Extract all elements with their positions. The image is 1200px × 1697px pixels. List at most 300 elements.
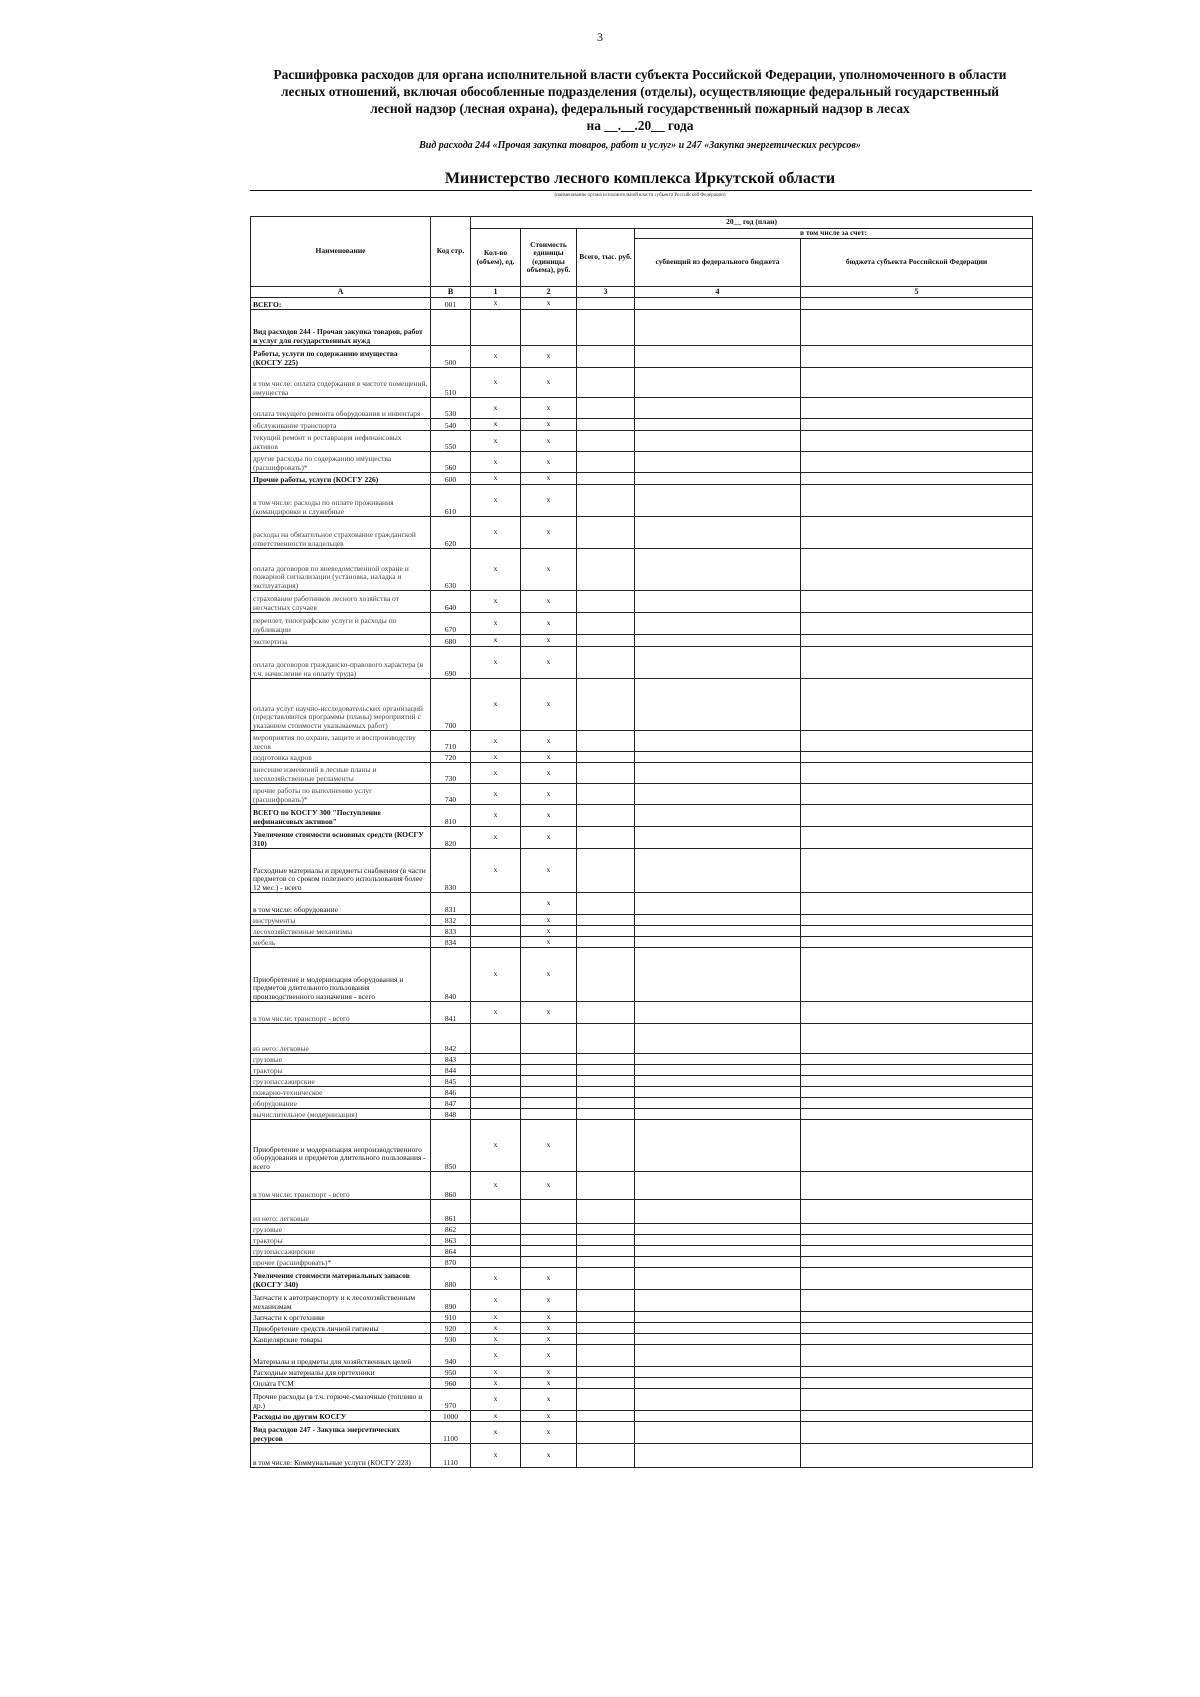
row-regional [801,1268,1033,1290]
header-federal: субвенций из федерального бюджета [635,239,801,287]
row-federal [635,1098,801,1109]
row-name: Оплата ГСМ [251,1378,431,1389]
date-line: на __.__.20__ года [586,118,694,133]
row-code: 834 [431,937,471,948]
row-federal [635,948,801,1002]
row-regional [801,784,1033,805]
row-unit-cost [521,1024,577,1054]
row-code: 930 [431,1334,471,1345]
row-name: ВСЕГО: [251,298,431,310]
row-code: 720 [431,752,471,763]
row-total [577,827,635,849]
row-qty: x [471,1422,521,1444]
row-name: обслуживание транспорта [251,419,431,431]
row-total [577,310,635,346]
row-unit-cost: x [521,452,577,473]
row-regional [801,647,1033,679]
row-federal [635,1389,801,1411]
row-code: 841 [431,1002,471,1024]
row-code: 940 [431,1345,471,1367]
row-code: 844 [431,1065,471,1076]
row-name: мебель [251,937,431,948]
row-name: грузовые [251,1054,431,1065]
row-qty: x [471,1345,521,1367]
row-federal [635,549,801,591]
row-name: грузопассажирские [251,1246,431,1257]
table-row [251,1268,1033,1290]
row-federal [635,485,801,517]
table-row [251,613,1033,635]
row-code: 1100 [431,1422,471,1444]
row-name: инструменты [251,915,431,926]
row-unit-cost: x [521,915,577,926]
table-row [251,731,1033,752]
row-unit-cost: x [521,1120,577,1172]
row-total [577,731,635,752]
row-qty: x [471,763,521,784]
table-row [251,948,1033,1002]
row-total [577,805,635,827]
row-code: 540 [431,419,471,431]
row-code: 863 [431,1235,471,1246]
table-row [251,1345,1033,1367]
table-row [251,419,1033,431]
row-unit-cost: x [521,485,577,517]
row-unit-cost: x [521,419,577,431]
row-name: прочее (расшифровать)* [251,1257,431,1268]
row-federal [635,1422,801,1444]
row-name: Работы, услуги по содержанию имущества (КОСГУ 225) [251,346,431,368]
row-unit-cost: x [521,784,577,805]
row-code: 1000 [431,1411,471,1422]
row-total [577,1200,635,1224]
row-unit-cost: x [521,1422,577,1444]
row-regional [801,1200,1033,1224]
column-letter: А [251,287,431,298]
row-regional [801,431,1033,452]
row-total [577,298,635,310]
row-regional [801,1312,1033,1323]
row-federal [635,1290,801,1312]
row-name: Прочие расходы (в т.ч. горюче-смазочные (топливо и др.) [251,1389,431,1411]
row-total [577,1235,635,1246]
row-qty: x [471,452,521,473]
row-regional [801,346,1033,368]
row-federal [635,635,801,647]
row-unit-cost: x [521,647,577,679]
row-federal [635,784,801,805]
row-qty: x [471,485,521,517]
row-total [577,849,635,893]
row-code: 830 [431,849,471,893]
row-total [577,398,635,419]
header-qty: Кол-во (объем), ед. [471,229,521,287]
row-code: 560 [431,452,471,473]
table-row [251,485,1033,517]
row-name: из него: легковые [251,1024,431,1054]
row-total [577,679,635,731]
row-total [577,937,635,948]
row-federal [635,1334,801,1345]
row-code: 831 [431,893,471,915]
row-name: лесохозяйственные механизмы [251,926,431,937]
row-code: 861 [431,1200,471,1224]
row-regional [801,473,1033,485]
table-row [251,1444,1033,1468]
row-federal [635,1065,801,1076]
row-regional [801,948,1033,1002]
row-qty [471,310,521,346]
row-qty: x [471,298,521,310]
row-code: 832 [431,915,471,926]
row-total [577,1290,635,1312]
row-code: 970 [431,1389,471,1411]
row-name: Запчасти к автотранспорту и к лесохозяйственным механизмам [251,1290,431,1312]
row-regional [801,1098,1033,1109]
row-name: в том числе: расходы по оплате проживания (командировки и служебные [251,485,431,517]
row-qty: x [471,849,521,893]
row-qty: x [471,1444,521,1468]
row-unit-cost: x [521,346,577,368]
row-unit-cost: x [521,1312,577,1323]
row-code: 846 [431,1087,471,1098]
table-row [251,763,1033,784]
row-unit-cost: x [521,805,577,827]
row-qty: x [471,591,521,613]
row-unit-cost [521,1098,577,1109]
row-qty: x [471,731,521,752]
table-row [251,1235,1033,1246]
row-unit-cost: x [521,398,577,419]
table-row [251,915,1033,926]
title-line: лесной надзор (лесная охрана), федеральный государственный пожарный надзор в лесах [370,101,910,116]
row-total [577,1367,635,1378]
row-regional [801,398,1033,419]
row-federal [635,849,801,893]
row-code: 842 [431,1024,471,1054]
row-regional [801,1367,1033,1378]
row-code: 880 [431,1268,471,1290]
row-federal [635,1076,801,1087]
page-number: 3 [597,30,603,44]
row-qty: x [471,679,521,731]
row-total [577,1312,635,1323]
row-qty: x [471,1411,521,1422]
row-code: 820 [431,827,471,849]
row-unit-cost [521,310,577,346]
row-total [577,1109,635,1120]
row-total [577,948,635,1002]
row-unit-cost: x [521,763,577,784]
row-name: Приобретение и модернизация оборудования и предметов длительного пользования производственного назначения - всего [251,948,431,1002]
row-unit-cost [521,1054,577,1065]
row-name: в том числе: транспорт - всего [251,1002,431,1024]
row-federal [635,346,801,368]
row-federal [635,431,801,452]
row-code: 960 [431,1378,471,1389]
table-row [251,1109,1033,1120]
row-code: 710 [431,731,471,752]
table-row [251,1172,1033,1200]
table-row [251,1334,1033,1345]
row-code: 847 [431,1098,471,1109]
row-federal [635,1054,801,1065]
row-name: экспертиза [251,635,431,647]
row-qty: x [471,752,521,763]
table-row [251,1422,1033,1444]
row-unit-cost: x [521,1268,577,1290]
row-regional [801,635,1033,647]
row-regional [801,937,1033,948]
row-federal [635,1200,801,1224]
row-regional [801,298,1033,310]
row-unit-cost: x [521,1444,577,1468]
row-name: в том числе: оплата содержания в чистоте помещений, имущества [251,368,431,398]
row-name: вычислительное (модернизация) [251,1109,431,1120]
row-total [577,1087,635,1098]
row-unit-cost: x [521,1290,577,1312]
row-qty: x [471,805,521,827]
row-total [577,1389,635,1411]
table-row [251,1312,1033,1323]
row-qty: x [471,1378,521,1389]
row-regional [801,517,1033,549]
row-federal [635,613,801,635]
header-year-plan: 20__ год (план) [471,217,1033,229]
row-total [577,431,635,452]
table-row [251,1290,1033,1312]
row-code: 700 [431,679,471,731]
table-row [251,849,1033,893]
row-code: 690 [431,647,471,679]
row-regional [801,1109,1033,1120]
row-regional [801,679,1033,731]
row-regional [801,1120,1033,1172]
organization-name: Министерство лесного комплекса Иркутской области [444,170,836,187]
table-row [251,1076,1033,1087]
row-name: Расходные материалы и предметы снабжения (в части предметов со сроком полезного использования более 12 мес.) - всего [251,849,431,893]
row-unit-cost: x [521,849,577,893]
row-name: прочие работы по выполнению услуг (расшифровать)* [251,784,431,805]
row-code: 845 [431,1076,471,1087]
row-qty [471,1065,521,1076]
column-letter: 5 [801,287,1033,298]
row-unit-cost: x [521,549,577,591]
row-total [577,591,635,613]
row-unit-cost: x [521,431,577,452]
row-total [577,1172,635,1200]
row-regional [801,1345,1033,1367]
row-regional [801,1422,1033,1444]
row-name: оплата договоров гражданско-правового характера (в т.ч. начисление на оплату труда) [251,647,431,679]
table-row [251,937,1033,948]
row-total [577,1246,635,1257]
row-unit-cost [521,1257,577,1268]
row-name: мероприятия по охране, защите и воспроизводству лесов [251,731,431,752]
row-unit-cost: x [521,1389,577,1411]
row-federal [635,1323,801,1334]
row-federal [635,1378,801,1389]
row-total [577,1098,635,1109]
row-code: 890 [431,1290,471,1312]
row-total [577,517,635,549]
row-unit-cost: x [521,1367,577,1378]
row-regional [801,1378,1033,1389]
header-total: Всего, тыс. руб. [577,229,635,287]
table-row [251,635,1033,647]
row-regional [801,1290,1033,1312]
row-code: 843 [431,1054,471,1065]
column-letter: 1 [471,287,521,298]
row-name: внесение изменений в лесные планы и лесохозяйственные регламенты [251,763,431,784]
row-qty: x [471,1268,521,1290]
row-regional [801,1087,1033,1098]
row-unit-cost [521,1224,577,1235]
table-row [251,679,1033,731]
row-qty: x [471,1290,521,1312]
row-unit-cost [521,1065,577,1076]
row-federal [635,752,801,763]
row-name: страхование работников лесного хозяйства от несчастных случаев [251,591,431,613]
row-unit-cost [521,1087,577,1098]
row-code: 840 [431,948,471,1002]
header-regional: бюджета субъекта Российской Федерации [801,239,1033,287]
row-federal [635,1224,801,1235]
table-row [251,1200,1033,1224]
row-qty: x [471,948,521,1002]
table-row [251,398,1033,419]
row-code: 500 [431,346,471,368]
row-name: тракторы [251,1065,431,1076]
row-total [577,485,635,517]
row-name: Увеличение стоимости материальных запасов (КОСГУ 340) [251,1268,431,1290]
row-code: 870 [431,1257,471,1268]
title-line: Расшифровка расходов для органа исполнительной власти субъекта Российской Федерации, уполномоченного в области [273,67,1007,82]
row-federal [635,647,801,679]
row-qty: x [471,613,521,635]
row-unit-cost: x [521,1334,577,1345]
row-total [577,549,635,591]
row-name: в том числе: транспорт - всего [251,1172,431,1200]
row-qty: x [471,647,521,679]
row-total [577,1345,635,1367]
table-row [251,1002,1033,1024]
row-unit-cost: x [521,368,577,398]
row-total [577,784,635,805]
row-total [577,613,635,635]
row-name: оборудование [251,1098,431,1109]
row-name: оплата договоров по вневедомственной охране и пожарной сигнализации (установка, наладка и эксплуатация) [251,549,431,591]
row-name: Вид расходов 247 - Закупка энергетических ресурсов [251,1422,431,1444]
row-unit-cost: x [521,1002,577,1024]
row-total [577,452,635,473]
row-total [577,1323,635,1334]
row-regional [801,1076,1033,1087]
row-regional [801,1224,1033,1235]
table-row [251,1024,1033,1054]
row-code: 860 [431,1172,471,1200]
row-total [577,1257,635,1268]
expense-table [250,216,1033,1468]
table-body [251,298,1033,1468]
row-total [577,1120,635,1172]
row-federal [635,419,801,431]
row-code: 630 [431,549,471,591]
row-federal [635,1345,801,1367]
table-row [251,346,1033,368]
row-regional [801,893,1033,915]
table-row [251,517,1033,549]
row-regional [801,1246,1033,1257]
row-name: Прочие работы, услуги (КОСГУ 226) [251,473,431,485]
row-code: 620 [431,517,471,549]
row-qty: x [471,398,521,419]
row-regional [801,1257,1033,1268]
row-unit-cost: x [521,591,577,613]
row-federal [635,731,801,752]
table-row [251,310,1033,346]
row-name: Вид расходов 244 - Прочая закупка товаров, работ и услуг для государственных нужд [251,310,431,346]
row-qty: x [471,1367,521,1378]
row-name: Запчасти к оргтехнике [251,1312,431,1323]
row-federal [635,1002,801,1024]
row-regional [801,485,1033,517]
row-federal [635,805,801,827]
row-qty: x [471,419,521,431]
row-qty: x [471,517,521,549]
row-qty: x [471,1389,521,1411]
row-federal [635,937,801,948]
header-including: в том числе за счет: [635,229,1033,239]
table-row [251,1411,1033,1422]
row-total [577,1054,635,1065]
row-unit-cost: x [521,893,577,915]
row-regional [801,1054,1033,1065]
table-row [251,1098,1033,1109]
row-qty [471,1076,521,1087]
row-qty: x [471,1120,521,1172]
row-regional [801,915,1033,926]
row-federal [635,1257,801,1268]
row-name: пожарно-техническое [251,1087,431,1098]
table-row [251,926,1033,937]
row-unit-cost: x [521,827,577,849]
row-qty: x [471,346,521,368]
table-row [251,591,1033,613]
row-federal [635,827,801,849]
row-code: 810 [431,805,471,827]
row-federal [635,310,801,346]
row-name: Расходные материалы для оргтехники [251,1367,431,1378]
row-unit-cost: x [521,613,577,635]
row-total [577,368,635,398]
row-federal [635,1087,801,1098]
row-federal [635,926,801,937]
row-regional [801,1024,1033,1054]
row-qty: x [471,1323,521,1334]
table-row [251,298,1033,310]
row-total [577,647,635,679]
row-regional [801,1065,1033,1076]
row-name: Канцелярские товары [251,1334,431,1345]
row-qty [471,1087,521,1098]
row-code: 510 [431,368,471,398]
row-code: 550 [431,431,471,452]
table-row [251,431,1033,452]
row-federal [635,1246,801,1257]
row-qty: x [471,1312,521,1323]
row-total [577,473,635,485]
